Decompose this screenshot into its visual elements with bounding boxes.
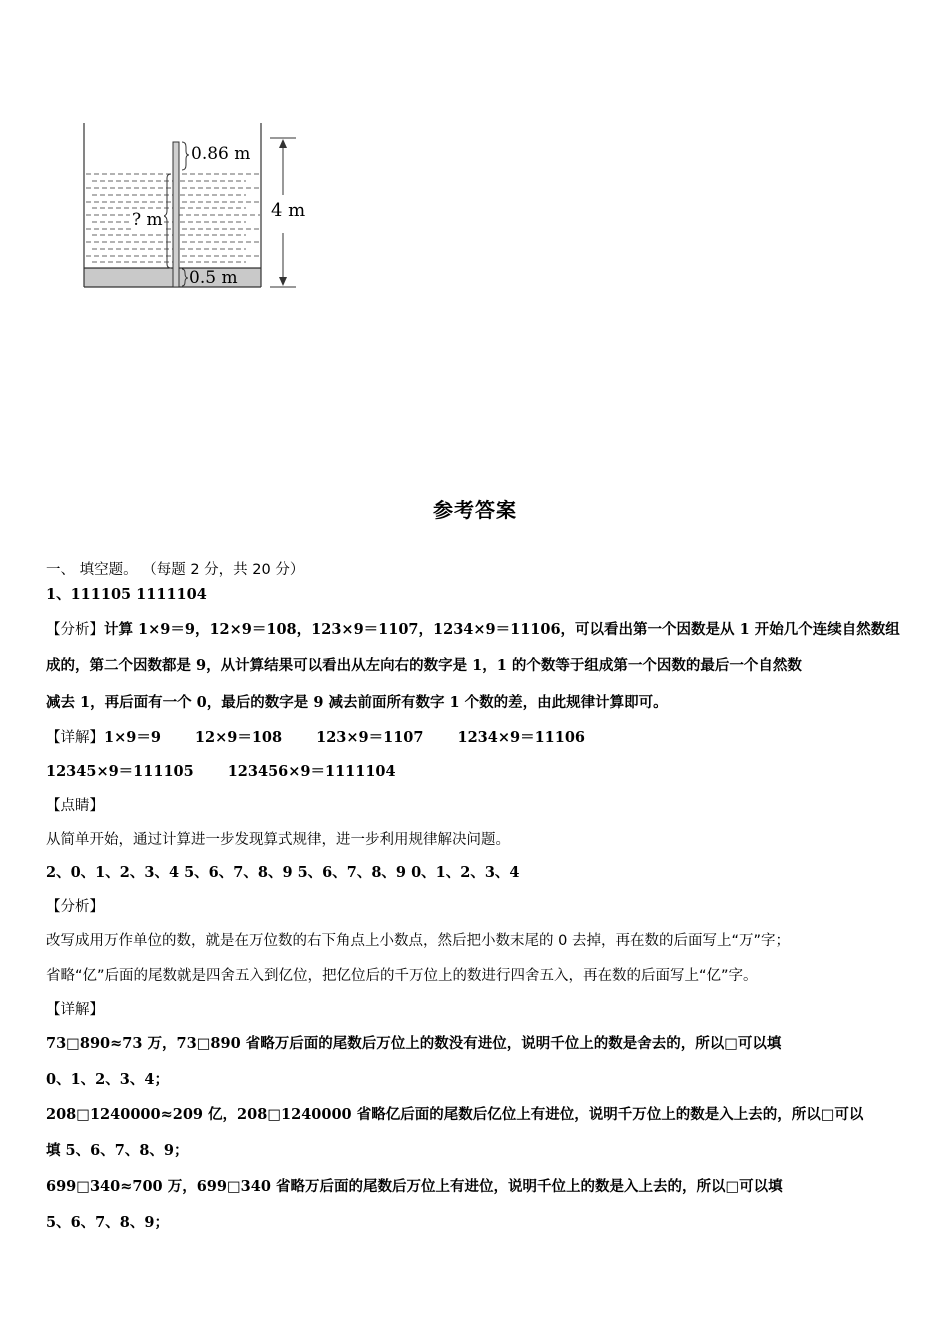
q2-answer: 2、0、1、2、3、4 5、6、7、8、9 5、6、7、8、9 0、1、2、3、4 <box>46 864 520 881</box>
q2-detail-line-6: 5、6、7、8、9； <box>46 1214 169 1231</box>
q1-detail-line-1 <box>46 728 585 748</box>
q1-detail-line-2 <box>46 762 396 782</box>
q2-detail-line-3: 208□1240000≈209 亿，208□1240000 省略亿后面的尾数后亿位上有进位，说明千万位上的数是入上去的，所以□可以 <box>46 1106 864 1123</box>
q1-analysis-line-2: 成的，第二个因数都是 9，从计算结果可以看出从左向右的数字是 1，1 的个数等于组成第一个因数的最后一个自然数 <box>46 657 802 674</box>
q1-analysis-line-1 <box>46 620 900 640</box>
analysis-label: 【分析】 <box>46 622 104 638</box>
label-total-height: 4 m <box>271 200 306 221</box>
analysis-text: 计算 1×9＝9，12×9＝108，123×9＝1107，1234×9＝11106，可以看出第一个因数是从 1 开始几个连续自然数组 <box>104 621 900 638</box>
q2-analysis-label: 【分析】 <box>46 899 104 915</box>
equation: 12345×9＝111105 <box>46 763 194 780</box>
label-unknown-depth: ? m <box>132 210 163 230</box>
q2-detail-line-1: 73□890≈73 万，73□890 省略万后面的尾数后万位上的数没有进位，说明千位上的数是舍去的，所以□可以填 <box>46 1035 782 1052</box>
q1-analysis-line-3: 减去 1，再后面有一个 0，最后的数字是 9 减去前面所有数字 1 个数的差，由此规律计算即可。 <box>46 694 668 711</box>
equation: 123456×9＝1111104 <box>227 763 396 780</box>
label-top-distance: 0.86 m <box>191 144 251 164</box>
equation: 123×9＝1107 <box>316 729 424 746</box>
q2-detail-line-4: 填 5、6、7、8、9； <box>46 1142 189 1159</box>
detail-label: 【详解】 <box>46 730 104 746</box>
q2-analysis-line-1: 改写成用万作单位的数，就是在万位数的右下角点上小数点，然后把小数末尾的 0 去掉，再在数的后面写上“万”字； <box>46 933 790 949</box>
q2-detail-line-5: 699□340≈700 万，699□340 省略万后面的尾数后万位上有进位，说明千位上的数是入上去的，所以□可以填 <box>46 1178 783 1195</box>
q2-detail-line-2: 0、1、2、3、4； <box>46 1071 169 1088</box>
equation: 1234×9＝11106 <box>457 729 586 746</box>
water-pole-diagram <box>70 115 330 300</box>
q1-answer: 1、111105 1111104 <box>46 586 207 603</box>
equation: 1×9＝9 <box>104 729 161 746</box>
q2-analysis-line-2: 省略“亿”后面的尾数就是四舍五入到亿位，把亿位后的千万位上的数进行四舍五入，再在数的后面写上“亿”字。 <box>46 968 758 984</box>
answer-title: 参考答案 <box>433 498 517 522</box>
section-heading: 一、 填空题。 （每题 2 分，共 20 分） <box>46 562 305 578</box>
equation: 12×9＝108 <box>194 729 283 746</box>
label-bottom-distance: 0.5 m <box>189 268 238 288</box>
q1-point-text: 从简单开始，通过计算进一步发现算式规律，进一步利用规律解决问题。 <box>46 832 510 848</box>
q2-detail-label: 【详解】 <box>46 1002 104 1018</box>
q1-point-label: 【点睛】 <box>46 798 104 814</box>
